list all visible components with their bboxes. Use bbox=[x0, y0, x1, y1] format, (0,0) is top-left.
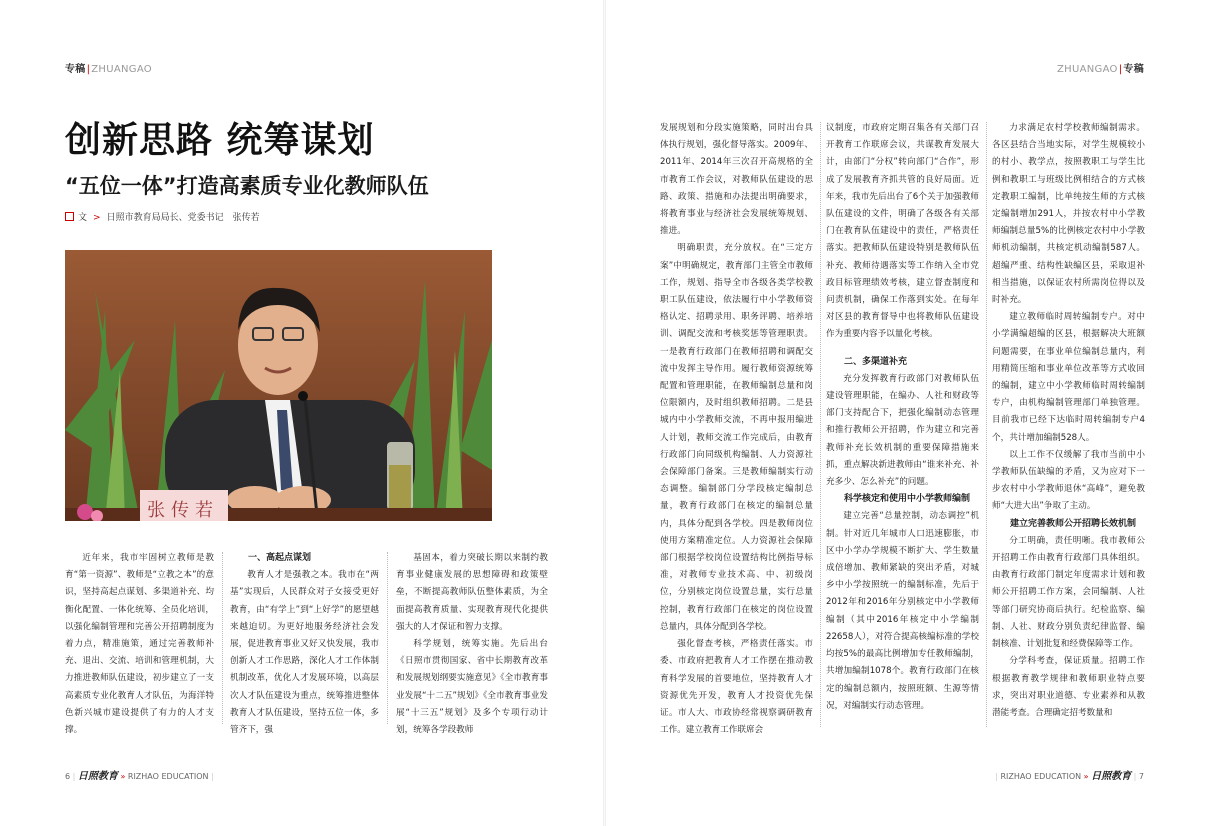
nameplate-text: 张传若 bbox=[147, 500, 219, 521]
article-subtitle: “五位一体”打造高素质专业化教师队伍 bbox=[65, 174, 429, 198]
magazine-logo-right: 日照教育 bbox=[1091, 771, 1132, 782]
header-pinyin-right: ZHUANGAO bbox=[1057, 64, 1118, 75]
paragraph: 明确职责，充分放权。在“三定方案”中明确规定，教育部门主管全市教师工作，规划、指导全市各级各类学校教职工队伍建设，依法履行中小学教师资格认定、招聘录用、职务评聘、培养培训、调配交流和考核奖惩等管理职责。一是教育行政部门在教师招聘和调配交流中发挥主导作用。履行教师资源统筹配置和管理职能，在教师编制总量和岗位限额内，及时组织教师招聘。二是县城内中小学教师交流，不再申报用编进人计划，教师交流工作完成后，由教育行政部门向同级机构编制、人力资源社会保障部门备案。三是教师编制实行动态调整。编制部门分学段核定编制总量，教育行政部门在核定的编制总量内，具体分配到各学校。四是教师岗位使用方案精准定位。人力资源社会保障部门根据学校岗位设置结构比例指导标准，对教师专业技术高、中、初级岗位，分别核定岗位设置总量，实行总量控制，教育行政部门在核定的岗位设置总量内，具体分配到各学校。 bbox=[660, 243, 813, 632]
magazine-logo-left: 日照教育 bbox=[77, 771, 118, 782]
header-left: 专稿|ZHUANGAO bbox=[65, 64, 152, 75]
paragraph: 发展规划和分段实施策略，同时出台具体执行规划，强化督导落实。2009年、2011年、2014年三次召开高规格的全市教育工作会议，对教师队伍建设的思路、政策、措施和办法提出明确要求，将教育事业与经济社会发展统筹规划、推进。 bbox=[660, 123, 813, 237]
paragraph: 充分发挥教育行政部门对教师队伍建设管理职能，在编办、人社和财政等部门支持配合下，把强化编制动态管理和推行教师公开招聘，作为建立和完善教师补充长效机制的重要保障措施来抓，重点解决新进教师由“谁来补充、补充多少、怎么补充”的问题。 bbox=[826, 373, 979, 488]
column-5 bbox=[826, 120, 979, 715]
article-title: 创新思路 统筹谋划 bbox=[65, 119, 375, 161]
chevron-right-icon: > bbox=[93, 213, 101, 223]
paragraph: 建立教师临时周转编制专户。对中小学满编超编的区县，根据解决大班额问题需要，在事业单位编制总量内，利用精简压缩和事业单位改革等方式收回的编制，建立中小学教师临时周转编制专户，由机构编制管理部门单独管理。目前我市已经下达临时周转编制专户4个，共计增加编制528人。 bbox=[992, 312, 1145, 443]
paragraph: 分工明确，责任明晰。我市教师公开招聘工作由教育行政部门具体组织。由教育行政部门制定年度需求计划和教师公开招聘工作方案，会同编制、人社等部门研究协商后执行。纪检监察、编制、人社、财政分别负责纪律监督、编制核准、计划批复和经费保障等工作。 bbox=[992, 535, 1145, 650]
paragraph: 教育人才是强教之本。我市在“两基”实现后，人民群众对子女接受更好教育，由“有学上”到“上好学”的愿望越来越迫切。为更好地服务经济社会发展，促进教育事业又好又快发展，我市创新人才工作思路，深化人才工作体制机制改革，优化人才发展环境，以高层次人才队伍建设为重点，统筹推进整体教育人才队伍建设，坚持五位一体，多管齐下，强 bbox=[230, 570, 379, 736]
page-spine bbox=[603, 0, 606, 826]
portrait-photo bbox=[65, 250, 492, 521]
double-arrow-icon: » bbox=[120, 772, 126, 781]
column-divider bbox=[222, 552, 224, 724]
column-3 bbox=[396, 550, 548, 739]
magazine-english-right: RIZHAO EDUCATION bbox=[1000, 772, 1082, 781]
double-arrow-icon: » bbox=[1083, 772, 1089, 781]
header-right: ZHUANGAO|专稿 bbox=[1057, 64, 1144, 75]
paragraph: 近年来，我市牢固树立教师是教育“第一资源”、教师是“立教之本”的意识，坚持高起点谋划、多渠道补充、均衡化配置、一体化统筹、全员化培训，以强化编制管理和完善公开招聘制度为着力点，精准施策，通过完善教师补充、退出、交流、培训和管理机制，大力推进教师队伍建设，初步建立了一支高素质专业化教育人才队伍，为海洋特色新兴城市建设提供了有力的人才支撑。 bbox=[65, 553, 214, 736]
sub-heading: 科学核定和使用中小学教师编制 bbox=[844, 494, 971, 505]
header-pinyin-left: ZHUANGAO bbox=[91, 64, 152, 75]
paragraph: 科学规划，统筹实施。先后出台《日照市贯彻国家、省中长期教育改革和发展规划纲要实施意见》《全市教育事业发展“十二五”规划》《全市教育事业发展“十三五”规划》及多个专项行动计划，统筹各学段教师 bbox=[396, 639, 548, 736]
column-divider bbox=[387, 552, 389, 724]
column-2 bbox=[230, 550, 379, 739]
header-section-left: 专稿 bbox=[65, 64, 86, 75]
column-1 bbox=[65, 550, 214, 739]
section-heading: 二、多渠道补充 bbox=[844, 356, 908, 367]
column-divider bbox=[986, 122, 988, 727]
column-4 bbox=[660, 120, 813, 739]
paragraph: 基固本，着力突破长期以来制约教育事业健康发展的思想障碍和政策壁垒，不断提高教师队伍整体素质，为全面提高教育质量、实现教育现代化提供强大的人才保证和智力支撑。 bbox=[396, 553, 548, 632]
paragraph: 议制度，市政府定期召集各有关部门召开教育工作联席会议，共谋教育发展大计，由部门“分权”转向部门“合作”，形成了发展教育齐抓共管的良好局面。近年来，我市先后出台了6个关于加强教师队伍建设的文件，明确了各级各有关部门在教育队伍建设中的责任，严格责任落实。把教师队伍建设特别是教师队伍补充、教师待遇落实等工作纳入全市党政目标管理绩效考核，建立督查制度和问责机制，确保工作落到实处。在每年对区县的教育督导中也将教师队伍建设作为重要内容予以量化考核。 bbox=[826, 123, 979, 340]
paragraph: 以上工作不仅缓解了我市当前中小学教师队伍缺编的矛盾，又为应对下一步农村中小学教师退休“高峰”，避免教师“大进大出”争取了主动。 bbox=[992, 449, 1145, 512]
paragraph: 力求满足农村学校教师编制需求。各区县结合当地实际，对学生规模较小的村小、教学点，按照教职工与学生比例和教职工与班级比例相结合的方式核定教职工编制，比单纯按生师的方式核定编制增加291人，并按农村中小学教师编制总量5%的比例核定农村中小学教师机动编制，共核定机动编制587人。超编严重、结构性缺编区县，采取退补相当措施，以保证农村所需岗位得以及时补充。 bbox=[992, 123, 1145, 306]
paragraph: 建立完善“总量控制，动态调控”机制。针对近几年城市人口迅速膨胀，市区中小学办学规模不断扩大、学生数量成倍增加、教师紧缺的突出矛盾，对城乡中小学按照统一的编制标准，先后于2012年和2016年分别核定中小学教师编制（其中2016年核定中小学编制22658人），对符合提高核编标准的学校均按5%的最高比例增加专任教师编制，共增加编制1078个。教育行政部门在核定的编制总额内，按照班额、生源等情况，对编制实行动态管理。 bbox=[826, 511, 979, 711]
footer-right: | RIZHAO EDUCATION » 日照教育 | 7 bbox=[995, 771, 1144, 782]
byline bbox=[65, 210, 260, 223]
header-section-right: 专稿 bbox=[1123, 64, 1144, 75]
magazine-english-left: RIZHAO EDUCATION bbox=[127, 772, 209, 781]
byline-prefix: 文 bbox=[78, 213, 88, 223]
page-number-left: 6 bbox=[65, 772, 71, 781]
portrait-illustration bbox=[65, 250, 492, 521]
byline-author: 日照市教育局局长、党委书记 张传若 bbox=[106, 213, 260, 223]
page-number-right: 7 bbox=[1138, 772, 1144, 781]
paragraph: 分学科考查，保证质量。招聘工作根据教育教学规律和教师职业特点要求，突出对职业道德、专业素养和从教潜能考查。合理确定招考数量和 bbox=[992, 656, 1145, 718]
footer-left: 6 | 日照教育 » RIZHAO EDUCATION | bbox=[65, 771, 214, 782]
column-divider bbox=[820, 122, 822, 727]
byline-square-icon bbox=[65, 212, 74, 221]
sub-heading: 建立完善教师公开招聘长效机制 bbox=[1010, 518, 1137, 529]
section-heading: 一、高起点谋划 bbox=[248, 553, 312, 563]
column-6 bbox=[992, 120, 1145, 722]
paragraph: 强化督查考核，严格责任落实。市委、市政府把教育人才工作摆在推动教育科学发展的首要地位，坚持教育人才资源优先开发，教育人才投资优先保证。市人大、市政协经常视察调研教育工作。建立教育工作联席会 bbox=[660, 639, 813, 736]
